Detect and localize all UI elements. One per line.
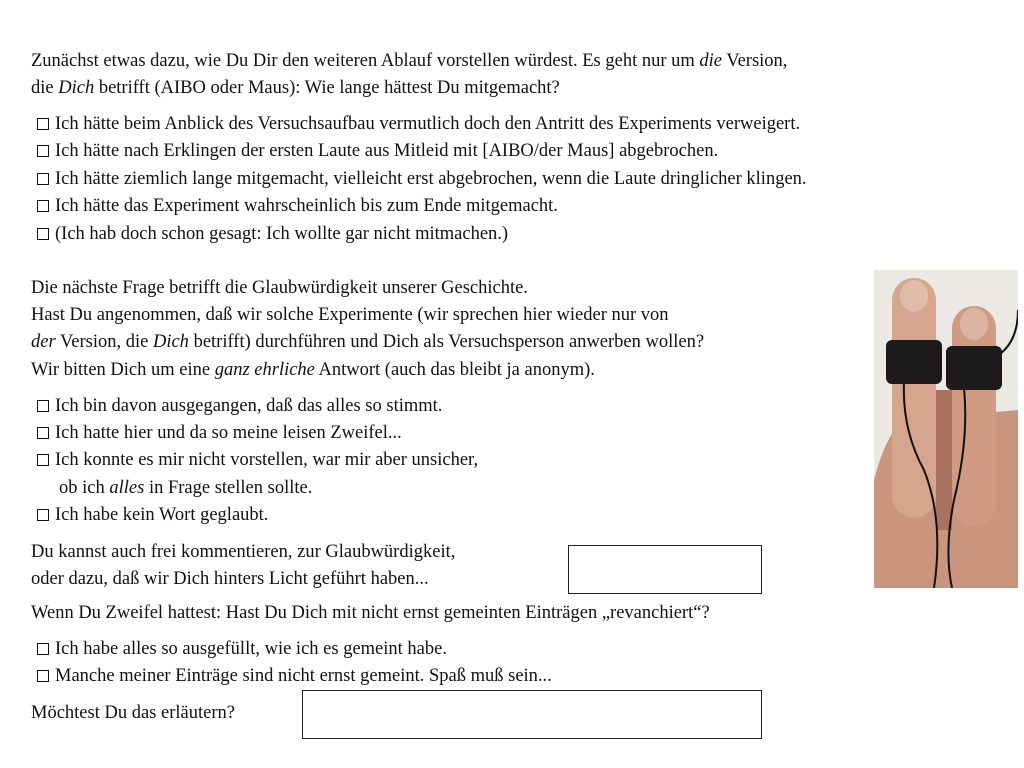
comment-text-line1: Du kannst auch frei kommentieren, zur Glaubwürdigkeit,	[31, 542, 456, 562]
checkbox[interactable]	[37, 200, 49, 212]
finger-electrodes-photo	[874, 270, 1018, 588]
q1-text-line2: die Dich betrifft (AIBO oder Maus): Wie lange hättest Du mitgemacht?	[31, 78, 560, 98]
q2-option-4[interactable]: Ich habe kein Wort geglaubt.	[37, 502, 268, 529]
checkbox[interactable]	[37, 427, 49, 439]
checkbox[interactable]	[37, 145, 49, 157]
checkbox[interactable]	[37, 400, 49, 412]
q3-text: Wenn Du Zweifel hattest: Hast Du Dich mit nicht ernst gemeinten Einträgen „revanchiert“?	[31, 603, 710, 623]
q2-option-3-continued: ob ich alles in Frage stellen sollte.	[59, 478, 313, 498]
checkbox[interactable]	[37, 670, 49, 682]
q1-option-5[interactable]: (Ich hab doch schon gesagt: Ich wollte gar nicht mitmachen.)	[37, 221, 508, 248]
q1-option-2[interactable]: Ich hätte nach Erklingen der ersten Laute aus Mitleid mit [AIBO/der Maus] abgebrochen.	[37, 138, 718, 165]
q2-text-line3: der Version, die Dich betrifft) durchführen und Dich als Versuchsperson anwerben wollen?	[31, 332, 705, 352]
q3-option-1[interactable]: Ich habe alles so ausgefüllt, wie ich es gemeint habe.	[37, 636, 447, 663]
q2-text-line2: Hast Du angenommen, daß wir solche Experimente (wir sprechen hier wieder nur von	[31, 305, 669, 325]
q2-option-2[interactable]: Ich hatte hier und da so meine leisen Zweifel...	[37, 420, 402, 447]
q1-option-4[interactable]: Ich hätte das Experiment wahrscheinlich bis zum Ende mitgemacht.	[37, 193, 558, 220]
q2-option-3[interactable]: Ich konnte es mir nicht vorstellen, war mir aber unsicher,	[37, 447, 478, 474]
checkbox[interactable]	[37, 454, 49, 466]
finger-electrodes-illustration	[874, 270, 1018, 588]
checkbox[interactable]	[37, 118, 49, 130]
q1-option-3[interactable]: Ich hätte ziemlich lange mitgemacht, vielleicht erst abgebrochen, wenn die Laute dringlicher klingen.	[37, 166, 807, 193]
q2-text-line4: Wir bitten Dich um eine ganz ehrliche Antwort (auch das bleibt ja anonym).	[31, 360, 595, 380]
checkbox[interactable]	[37, 643, 49, 655]
explain-label: Möchtest Du das erläutern?	[31, 703, 235, 723]
q1-text-line1: Zunächst etwas dazu, wie Du Dir den weiteren Ablauf vorstellen würdest. Es geht nur um die Version,	[31, 51, 788, 71]
q3-option-2[interactable]: Manche meiner Einträge sind nicht ernst gemeint. Spaß muß sein...	[37, 663, 552, 690]
checkbox[interactable]	[37, 173, 49, 185]
q2-text-line1: Die nächste Frage betrifft die Glaubwürdigkeit unserer Geschichte.	[31, 278, 528, 298]
q1-option-1[interactable]: Ich hätte beim Anblick des Versuchsaufbau vermutlich doch den Antritt des Experiments verweigert.	[37, 111, 800, 138]
comment-text-line2: oder dazu, daß wir Dich hinters Licht geführt haben...	[31, 569, 429, 589]
comment-input[interactable]	[568, 545, 762, 594]
explain-input[interactable]	[302, 690, 762, 739]
checkbox[interactable]	[37, 228, 49, 240]
checkbox[interactable]	[37, 509, 49, 521]
q2-option-1[interactable]: Ich bin davon ausgegangen, daß das alles so stimmt.	[37, 393, 442, 420]
